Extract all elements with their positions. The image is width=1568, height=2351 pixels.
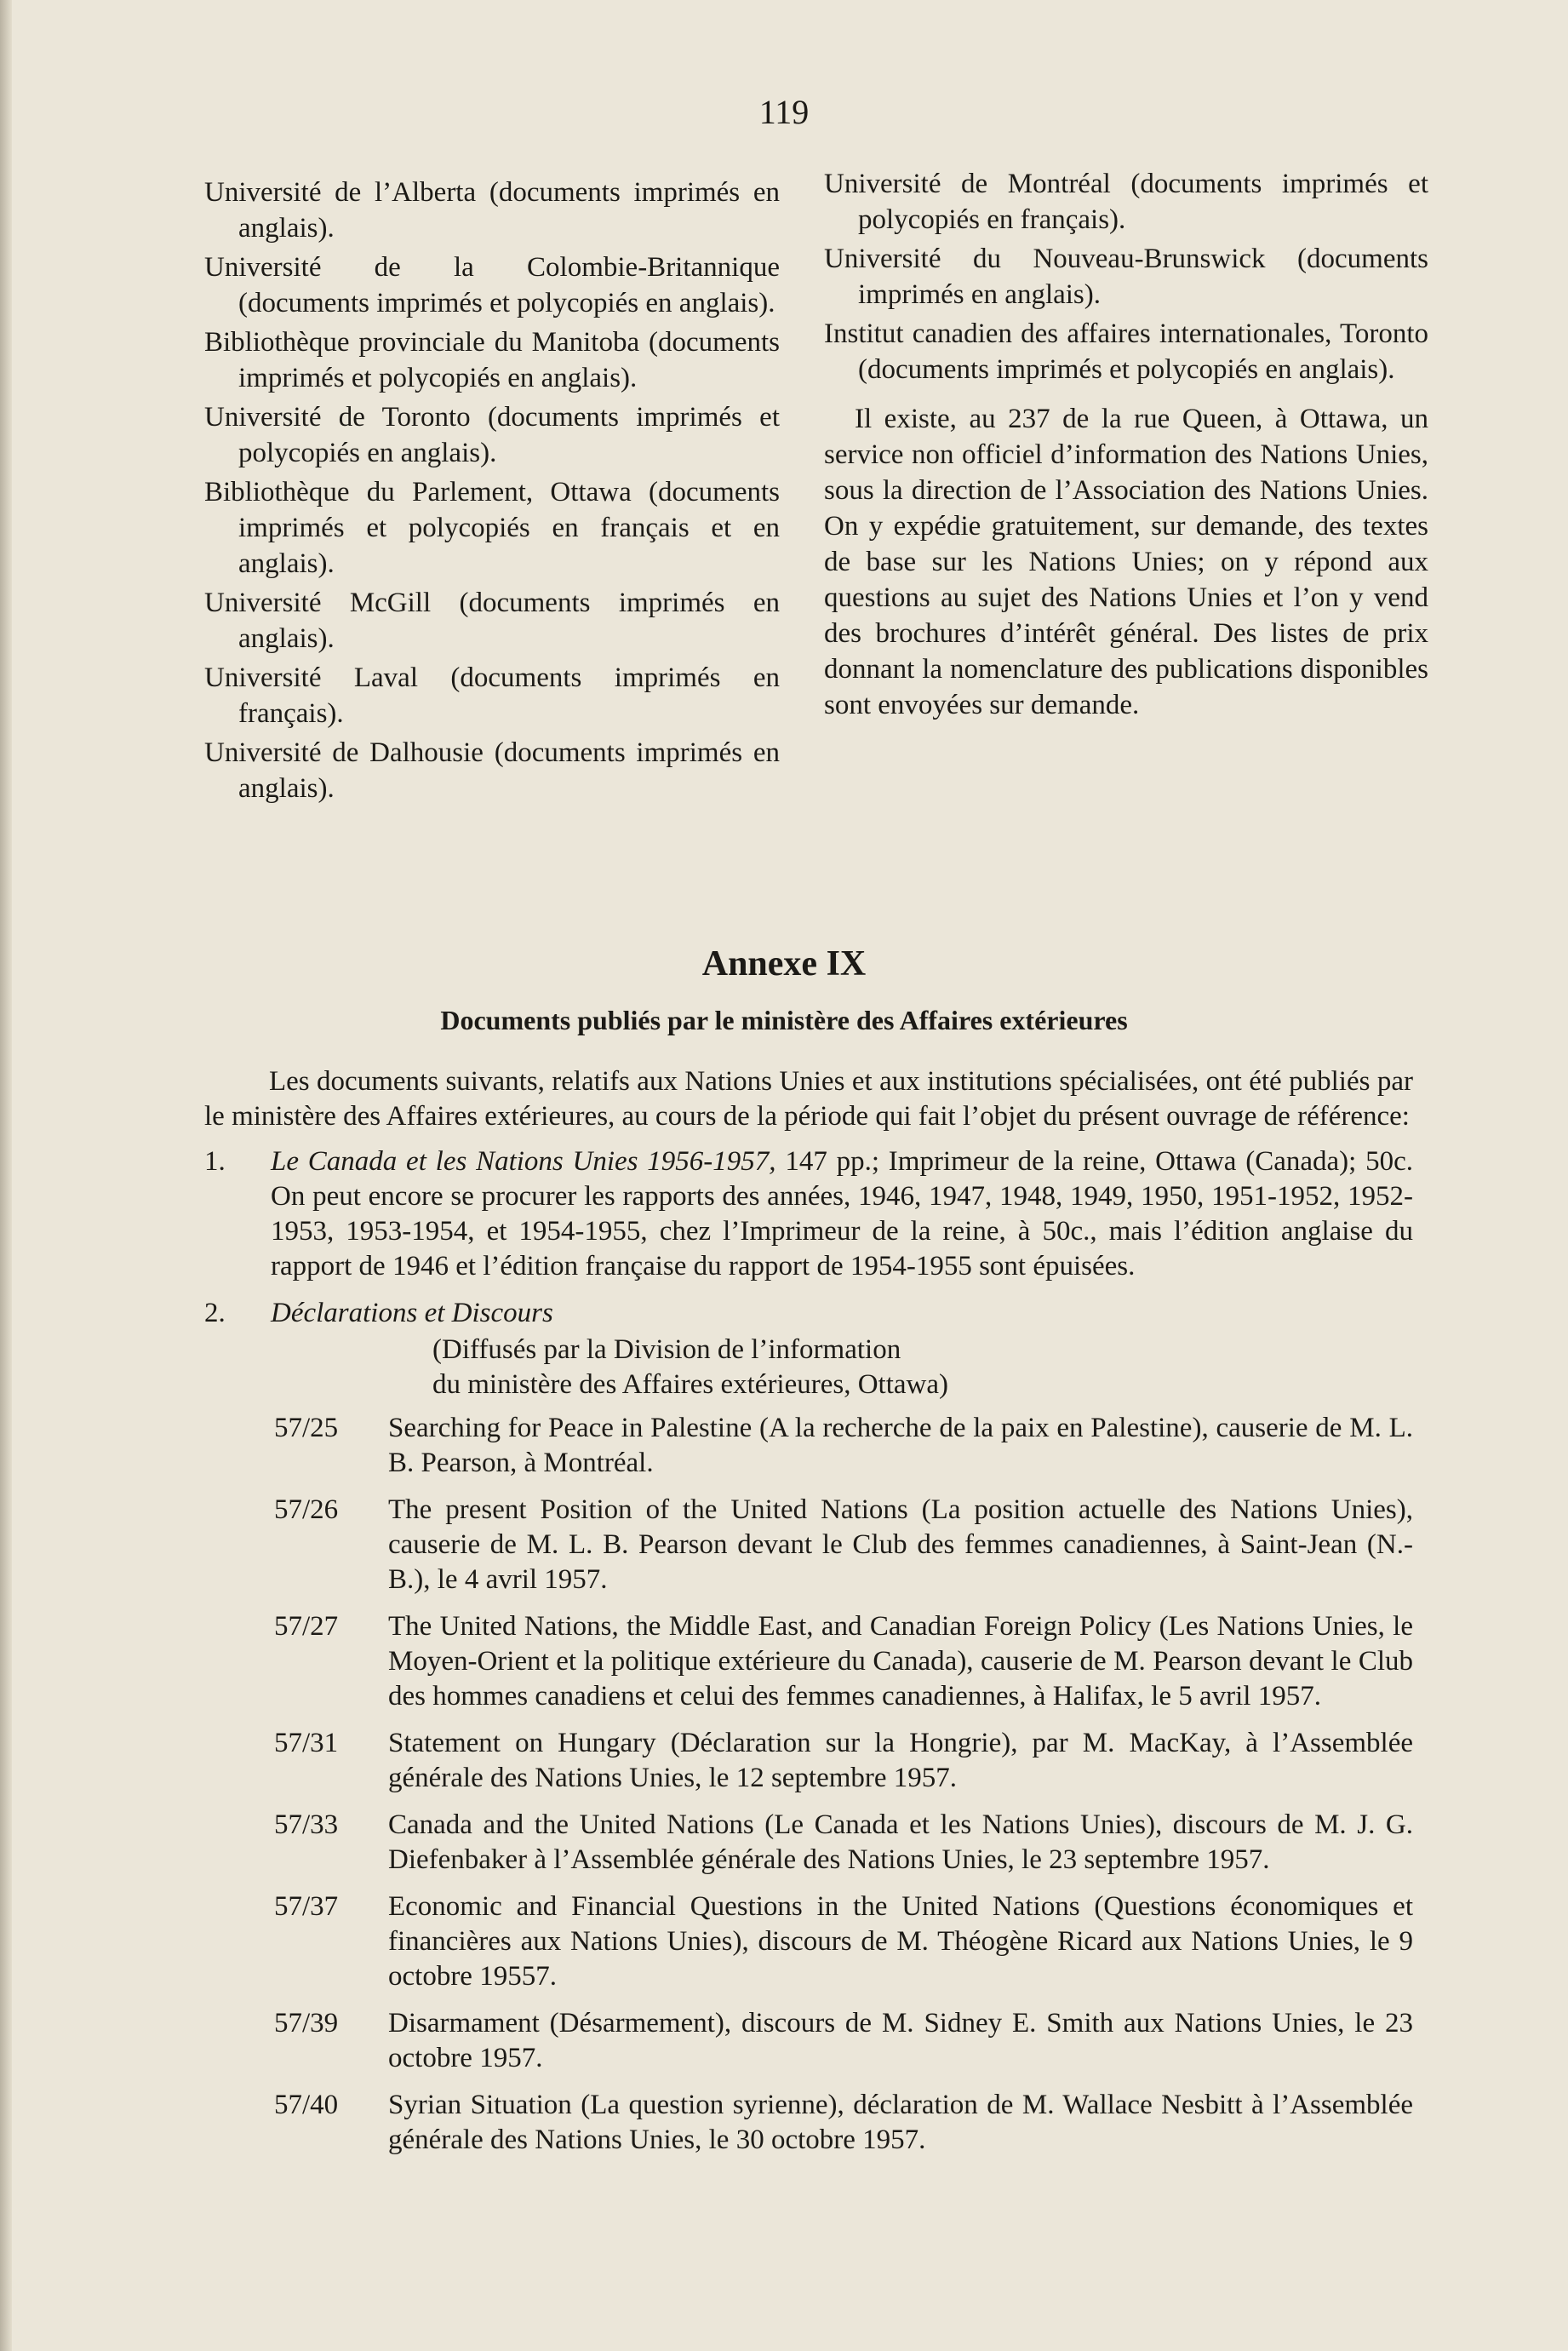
item-body (271, 1296, 1413, 1331)
publication-title: Le Canada et les Nations Unies 1956-1957, (271, 1146, 776, 1177)
speech-text: Economic and Financial Questions in the United Nations (Questions économiques et financières aux Nations Unies), discours de M. Théogène Ricard aux Nations Unies, le 9 octobre 19557. (388, 1891, 1413, 1992)
speech-code: 57/40 (274, 2090, 339, 2120)
speech-text: Statement on Hungary (Déclaration sur la Hongrie), par M. MacKay, à l’Assemblée générale des Nations Unies, le 12 septembre 1957. (388, 1728, 1413, 1793)
speech-text: Disarmament (Désarmement), discours de M. Sidney E. Smith aux Nations Unies, le 23 octobre 1957. (388, 2008, 1413, 2073)
speech-text: The United Nations, the Middle East, and Canadian Foreign Policy (Les Nations Unies, le Moyen-Orient et la politique extérieure du Canada), causerie de M. Pearson devant le Club des hommes canadiens et celui des femmes canadiennes, à Halifax, le 5 avril 1957. (388, 1611, 1413, 1712)
annex-intro: Les documents suivants, relatifs aux Nations Unies et aux institutions spécialisées, ont été publiés par le ministère des Affaires extérieures, au cours de la période qui fait l’objet du présent ouvrage de référence: (204, 1066, 1413, 1132)
information-service-paragraph: Il existe, au 237 de la rue Queen, à Ottawa, un service non officiel d’information des Nations Unies, sous la direction de l’Association des Nations Unies. On y expédie gratuitement, sur demande, des textes de base sur les Nations Unies; on y répond aux questions au sujet des Nations Unies et l’on y vend des brochures d’intérêt général. Des listes de prix donnant la nomenclature des publications disponibles sont envoyées sur demande. (824, 404, 1428, 720)
publication-title: Déclarations et Discours (271, 1298, 553, 1328)
speech-code: 57/37 (274, 1891, 339, 1922)
speech-code: 57/31 (274, 1728, 339, 1758)
speech-entry (204, 1726, 1413, 1796)
annex-title: Annexe IX (701, 944, 867, 983)
library-entry: Bibliothèque du Parlement, Ottawa (documents imprimés et polycopiés en français et en anglais). (204, 477, 780, 579)
library-entry: Institut canadien des affaires internationales, Toronto (documents imprimés et polycopiés en anglais). (824, 318, 1428, 385)
speech-text: Syrian Situation (La question syrienne), déclaration de M. Wallace Nesbitt à l’Assemblée générale des Nations Unies, le 30 octobre 1957. (388, 2090, 1413, 2155)
page-number: 119 (758, 93, 810, 131)
publication-item (204, 1296, 1413, 1331)
source-note (204, 1333, 1413, 1402)
speech-entry (204, 1889, 1413, 1994)
speech-code: 57/27 (274, 1611, 339, 1642)
library-entry: Université McGill (documents imprimés en anglais). (204, 588, 780, 654)
library-entry: Université de Dalhousie (documents imprimés en anglais). (204, 737, 780, 804)
speech-text: Canada and the United Nations (Le Canada et les Nations Unies), discours de M. J. G. Diefenbaker à l’Assemblée générale des Nations Unies, le 23 septembre 1957. (388, 1809, 1413, 1875)
library-entry: Université de Toronto (documents imprimés et polycopiés en anglais). (204, 402, 780, 468)
speech-code: 57/33 (274, 1809, 339, 1840)
speech-code: 57/39 (274, 2008, 339, 2038)
speech-entry (204, 1411, 1413, 1481)
annex-subtitle: Documents publiés par le ministère des Affaires extérieures (440, 1005, 1128, 1035)
speech-entry (204, 2088, 1413, 2158)
speech-text: Searching for Peace in Palestine (A la recherche de la paix en Palestine), causerie de M. L. B. Pearson, à Montréal. (388, 1413, 1413, 1478)
left-column (204, 175, 780, 810)
source-line: (Diffusés par la Division de l’information (432, 1334, 901, 1365)
right-column (824, 166, 1428, 751)
library-entry: Université Laval (documents imprimés en français). (204, 662, 780, 729)
publication-item (204, 1144, 1413, 1284)
publication-details: 147 pp.; Imprimeur de la reine, Ottawa (Canada); 50c. On peut encore se procurer les rapports des années, 1946, 1947, 1948, 1949, 1950, 1951-1952, 1952-1953, 1953-1954, et 1954-1955, chez l’Imprimeur de la reine, à 50c., mais l’édition anglaise du rapport de 1946 et l’édition française du rapport de 1954-1955 sont épuisées. (271, 1146, 1413, 1282)
library-entry: Université de l’Alberta (documents imprimés en anglais). (204, 177, 780, 244)
library-entry: Université du Nouveau-Brunswick (documents imprimés en anglais). (824, 244, 1428, 310)
speech-entry (204, 2006, 1413, 2076)
speech-code: 57/25 (274, 1413, 339, 1443)
library-entry: Bibliothèque provinciale du Manitoba (documents imprimés et polycopiés en anglais). (204, 327, 780, 393)
source-line: du ministère des Affaires extérieures, Ottawa) (432, 1369, 949, 1400)
annex-body (204, 1064, 1413, 2170)
speech-text: The present Position of the United Nations (La position actuelle des Nations Unies), causerie de M. L. B. Pearson devant le Club des femmes canadiennes, à Saint-Jean (N.-B.), le 4 avril 1957. (388, 1494, 1413, 1595)
item-number: 1. (204, 1146, 226, 1177)
speech-code: 57/26 (274, 1494, 339, 1525)
item-number: 2. (204, 1298, 226, 1328)
speech-entry (204, 1493, 1413, 1597)
library-entry: Université de Montréal (documents imprimés et polycopiés en français). (824, 169, 1428, 235)
item-body (271, 1144, 1413, 1284)
library-entry: Université de la Colombie-Britannique (documents imprimés et polycopiés en anglais). (204, 252, 780, 318)
speech-entry (204, 1808, 1413, 1878)
speech-entry (204, 1609, 1413, 1714)
